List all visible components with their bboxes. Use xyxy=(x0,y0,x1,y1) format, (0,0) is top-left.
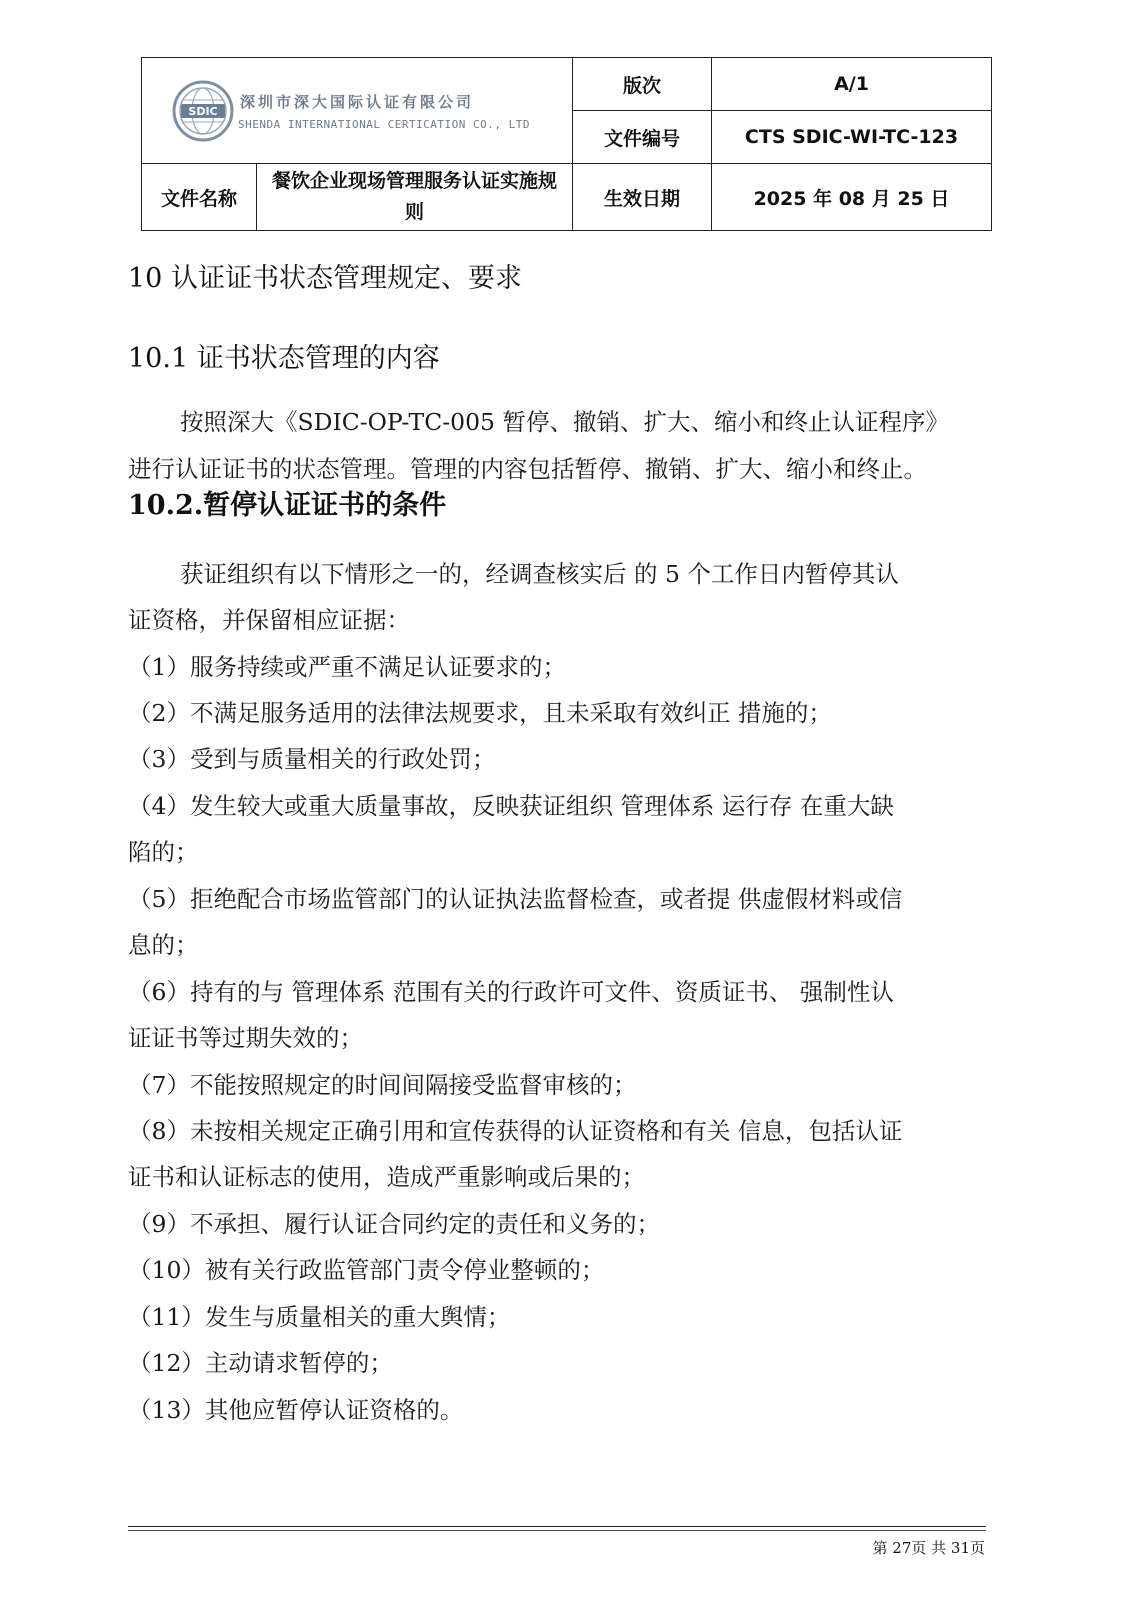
list-item: （3）受到与质量相关的行政处罚； xyxy=(128,745,496,773)
list-item: （9）不承担、履行认证合同约定的责任和义务的； xyxy=(128,1210,660,1238)
svg-text:SDIC: SDIC xyxy=(188,105,218,118)
section-heading-10: 10 认证证书状态管理规定、要求 xyxy=(128,263,522,294)
paragraph-10-2-line-1: 获证组织有以下情形之一的，经调查核实后 的 5 个工作日内暂停其认 xyxy=(180,560,899,588)
list-item: （4）发生较大或重大质量事故，反映获证组织 管理体系 运行存 在重大缺 xyxy=(128,792,894,820)
effective-date-label: 生效日期 xyxy=(573,164,712,231)
document-name-value: 餐饮企业现场管理服务认证实施规则 xyxy=(257,164,573,231)
list-item: （5）拒绝配合市场监管部门的认证执法监督检查，或者提 供虚假材料或信 xyxy=(128,885,903,913)
list-item: （12）主动请求暂停的； xyxy=(128,1349,393,1377)
list-item: （7）不能按照规定的时间间隔接受监督审核的； xyxy=(128,1071,637,1099)
list-item: （1）服务持续或严重不满足认证要求的； xyxy=(128,653,566,681)
list-item: （10）被有关行政监管部门责令停业整顿的； xyxy=(128,1256,605,1284)
list-item: （2）不满足服务适用的法律法规要求，且未采取有效纠正 措施的； xyxy=(128,699,832,727)
paragraph-10-1-line-2: 进行认证证书的状态管理。管理的内容包括暂停、撤销、扩大、缩小和终止。 xyxy=(128,455,927,483)
list-item: （6）持有的与 管理体系 范围有关的行政许可文件、资质证书、 强制性认 xyxy=(128,978,894,1006)
company-logo-icon xyxy=(172,80,234,142)
list-item: （13）其他应暂停认证资格的。 xyxy=(128,1396,464,1424)
section-heading-10-2: 10.2.暂停认证证书的条件 xyxy=(128,490,447,521)
list-item: 息的； xyxy=(128,931,199,959)
version-label: 版次 xyxy=(573,58,712,111)
document-name-label: 文件名称 xyxy=(142,164,257,231)
paragraph-10-1-line-1: 按照深大《SDIC-OP-TC-005 暂停、撤销、扩大、缩小和终止认证程序》 xyxy=(180,408,949,436)
footer-divider-thin xyxy=(128,1530,986,1531)
company-logo-cell xyxy=(142,58,573,164)
list-item: （8）未按相关规定正确引用和宣传获得的认证资格和有关 信息，包括认证 xyxy=(128,1117,903,1145)
list-item: （11）发生与质量相关的重大舆情； xyxy=(128,1303,511,1331)
paragraph-10-2-line-2: 证资格，并保留相应证据： xyxy=(128,606,410,634)
list-item: 证证书等过期失效的； xyxy=(128,1024,363,1052)
list-item: 陷的； xyxy=(128,838,199,866)
company-name-cn: 深圳市深大国际认证有限公司 xyxy=(240,93,475,111)
section-heading-10-1: 10.1 证书状态管理的内容 xyxy=(128,343,440,374)
document-number-value: CTS SDIC-WI-TC-123 xyxy=(712,111,992,164)
effective-date-value: 2025 年 08 月 25 日 xyxy=(712,164,992,231)
company-name-en: SHENDA INTERNATIONAL CERTICATION CO., LTD xyxy=(238,118,531,131)
document-header-table xyxy=(141,57,992,231)
page-number: 第 27页 共 31页 xyxy=(872,1539,985,1557)
footer-divider xyxy=(128,1526,986,1527)
document-number-label: 文件编号 xyxy=(573,111,712,164)
list-item: 证书和认证标志的使用，造成严重影响或后果的； xyxy=(128,1163,645,1191)
version-value: A/1 xyxy=(712,58,992,111)
